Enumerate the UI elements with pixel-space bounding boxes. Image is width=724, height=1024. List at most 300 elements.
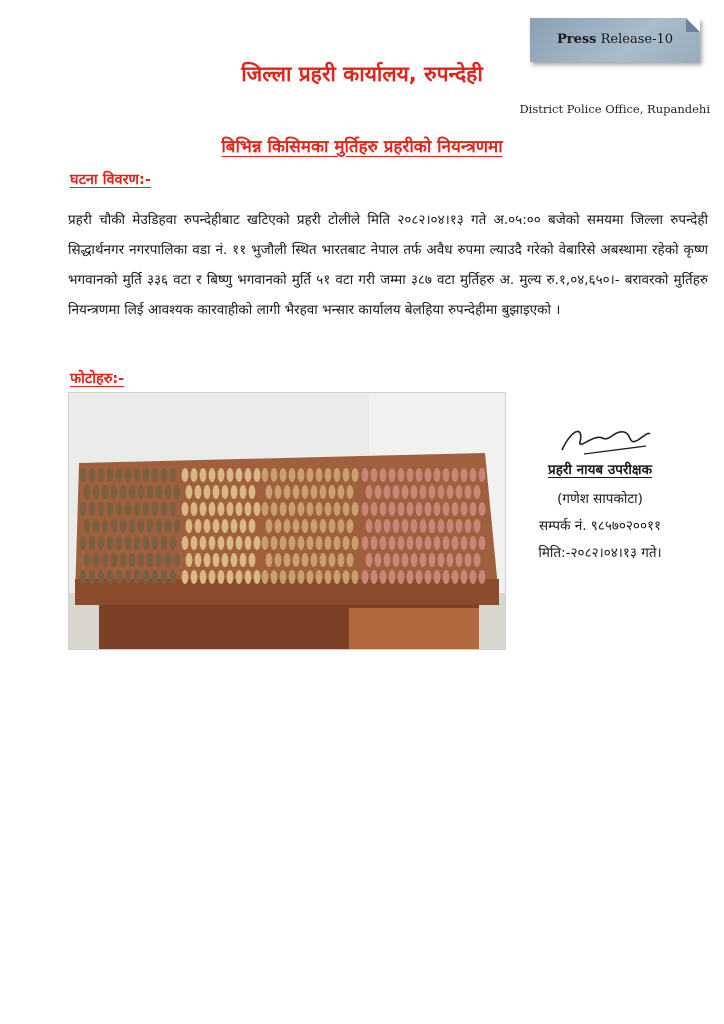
idol-figure (380, 502, 387, 516)
idol-figure (80, 468, 87, 482)
idol-figure (186, 485, 193, 499)
idol-figure (89, 536, 96, 550)
idol-figure (362, 468, 369, 482)
idol-figure (80, 536, 87, 550)
idol-figure (316, 502, 323, 516)
idol-figure (316, 468, 323, 482)
idol-figure (320, 519, 327, 533)
signature-mark (554, 420, 654, 460)
idol-figure (186, 553, 193, 567)
idol-figure (89, 468, 96, 482)
idol-figure (420, 519, 427, 533)
idol-figure (209, 468, 216, 482)
idol-figure (289, 570, 296, 584)
release-number: Release-10 (596, 32, 674, 47)
idol-figure (311, 485, 318, 499)
idol-figure (209, 570, 216, 584)
idol-figure (302, 519, 309, 533)
idol-figure (366, 519, 373, 533)
idol-figure (143, 536, 150, 550)
idol-figure (107, 468, 114, 482)
idol-figure (393, 519, 400, 533)
idol-figure (271, 536, 278, 550)
idol-figure (120, 519, 127, 533)
idol-figure (271, 468, 278, 482)
idol-figure (402, 519, 409, 533)
idol-figure (262, 468, 269, 482)
idol-figure (465, 553, 472, 567)
idol-figure (443, 502, 450, 516)
idol-figure (111, 519, 118, 533)
idol-figure (443, 570, 450, 584)
idol-figure (227, 570, 234, 584)
idol-figure (343, 536, 350, 550)
incident-text: प्रहरी चौकी मेउडिहवा रुपन्देहीबाट खटिएको प्रहरी टोलीले मिति २०८२।०४।१३ गते अ.०५:०० बजेको समयमा जिल्ला रुपन्देही सिद्धार्थनगर नगरपालिका वडा नं. ११ भुजौली स्थित भारतबाट नेपाल तर्फ अवैध रुपमा ल्याउदै गरेको वेबारिसे अबस्थामा रहेको कृष्ण भगवानको मुर्ति ३३६ वटा र बिष्णु भगवानको मुर्ति ५१ वटा गरी जम्मा ३८७ वटा मुर्तिहरु अ. मुल्य रु.१,०४,६५०।- बरावरको मुर्तिहरु नियन्त्रणमा लिई आवश्यक कारवाहीको लागी भैरहवा भन्सार कार्यालय बेलहिया रुपन्देहीमा बुझाइएको । (68, 212, 708, 318)
idol-figure (116, 468, 123, 482)
idol-figure (434, 468, 441, 482)
idol-figure (129, 485, 136, 499)
idol-figure (254, 536, 261, 550)
idol-figure (107, 570, 114, 584)
idol-figure (416, 536, 423, 550)
idol-figure (98, 536, 105, 550)
idol-figure (371, 536, 378, 550)
idol-figure (266, 519, 273, 533)
idol-figure (470, 502, 477, 516)
idol-figure (366, 553, 373, 567)
idol-figure (338, 485, 345, 499)
idol-figure (325, 536, 332, 550)
idol-figure (152, 468, 159, 482)
idol-figure (298, 570, 305, 584)
idol-figure (343, 468, 350, 482)
idol-figure (218, 570, 225, 584)
idol-figure (389, 536, 396, 550)
idol-figure (402, 553, 409, 567)
idol-figure (266, 485, 273, 499)
idol-figure (438, 519, 445, 533)
idol-figure (389, 570, 396, 584)
idol-figure (254, 570, 261, 584)
idol-figure (425, 536, 432, 550)
idol-figure (366, 485, 373, 499)
idol-figure (80, 502, 87, 516)
idol-figure (334, 570, 341, 584)
idol-figure (222, 519, 229, 533)
idol-figure (156, 519, 163, 533)
idol-figure (474, 519, 481, 533)
idol-figure (380, 570, 387, 584)
idol-figure (434, 536, 441, 550)
photos-label: फोटोहरु:- (70, 371, 125, 387)
idol-figure (352, 536, 359, 550)
idol-figure (461, 468, 468, 482)
idol-figure (271, 570, 278, 584)
idol-figure (334, 502, 341, 516)
idol-figure (434, 570, 441, 584)
idol-figure (204, 519, 211, 533)
idol-figure (245, 502, 252, 516)
idol-figure (416, 468, 423, 482)
idol-figure (420, 485, 427, 499)
idol-figure (389, 502, 396, 516)
idol-figure (107, 502, 114, 516)
idol-figure (93, 485, 100, 499)
idol-figure (325, 570, 332, 584)
idol-figure (93, 553, 100, 567)
idol-figure (143, 502, 150, 516)
idol-figure (125, 502, 132, 516)
idol-figure (407, 570, 414, 584)
idol-figure (347, 553, 354, 567)
idol-figure (371, 468, 378, 482)
idol-figure (84, 553, 91, 567)
idol-figure (338, 553, 345, 567)
idol-figure (116, 536, 123, 550)
idol-figure (425, 570, 432, 584)
idol-figure (284, 553, 291, 567)
idol-figure (375, 485, 382, 499)
idol-figure (120, 553, 127, 567)
idol-figure (147, 519, 154, 533)
signatory-title: प्रहरी नायब उपरीक्षक (548, 462, 652, 478)
idol-figure (429, 553, 436, 567)
idol-figure (161, 536, 168, 550)
idol-figure (338, 519, 345, 533)
idol-figure (456, 519, 463, 533)
idol-figure (84, 485, 91, 499)
idol-figure (195, 485, 202, 499)
idol-figure (371, 502, 378, 516)
idol-figure (334, 536, 341, 550)
idol-figure (152, 502, 159, 516)
idol-figure (307, 536, 314, 550)
signatory-contact: सम्पर्क नं. ९८५७०२००११ (538, 518, 662, 534)
idol-figure (200, 468, 207, 482)
idol-figure (98, 570, 105, 584)
idol-figure (461, 536, 468, 550)
idol-figure (125, 570, 132, 584)
idol-figure (262, 570, 269, 584)
idol-figure (352, 502, 359, 516)
press-word: Press (556, 32, 597, 47)
idol-figure (89, 502, 96, 516)
idol-figure (147, 485, 154, 499)
idol-figure (465, 485, 472, 499)
idol-figure (474, 485, 481, 499)
idol-figure (138, 485, 145, 499)
idol-figure (200, 536, 207, 550)
idol-figure (316, 570, 323, 584)
idol-figure (347, 519, 354, 533)
idol-figure (479, 536, 486, 550)
idol-figure (393, 553, 400, 567)
idol-figure (209, 536, 216, 550)
idol-figure (218, 502, 225, 516)
idol-figure (289, 502, 296, 516)
idol-figure (280, 502, 287, 516)
headline: बिभिन्न किसिमका मुर्तिहरु प्रहरीको नियन्त्रणमा (221, 137, 503, 157)
idol-figure (125, 536, 132, 550)
idol-figure (380, 468, 387, 482)
office-english-name: District Police Office, Rupandehi (519, 102, 710, 116)
idol-figure (134, 468, 141, 482)
idol-figure (156, 485, 163, 499)
idol-figure (204, 553, 211, 567)
press-release-label (530, 32, 700, 47)
idol-figure (447, 553, 454, 567)
idol-figure (307, 570, 314, 584)
idol-figure (470, 468, 477, 482)
idol-figure (284, 519, 291, 533)
idol-figure (249, 485, 256, 499)
idol-figure (479, 468, 486, 482)
idol-figure (470, 536, 477, 550)
idol-figure (170, 502, 177, 516)
idol-figure (129, 519, 136, 533)
idol-figure (191, 502, 198, 516)
idol-figure (443, 536, 450, 550)
idol-figure (456, 553, 463, 567)
idol-figure (307, 502, 314, 516)
idol-figure (375, 519, 382, 533)
idol-figure (425, 468, 432, 482)
idol-figure (402, 485, 409, 499)
idol-figure (311, 519, 318, 533)
idol-figure (289, 536, 296, 550)
idol-figure (411, 519, 418, 533)
idol-figure (280, 570, 287, 584)
idol-figure (380, 536, 387, 550)
idol-figure (343, 502, 350, 516)
idol-figure (107, 536, 114, 550)
idol-figure (347, 485, 354, 499)
idol-figure (174, 519, 181, 533)
idol-figure (416, 570, 423, 584)
idol-figure (120, 485, 127, 499)
idol-figure (218, 468, 225, 482)
idol-figure (307, 468, 314, 482)
idol-figure (227, 502, 234, 516)
idol-figure (245, 468, 252, 482)
idol-figure (429, 485, 436, 499)
idol-figure (200, 570, 207, 584)
idol-figure (371, 570, 378, 584)
idol-figure (352, 468, 359, 482)
idol-figure (249, 519, 256, 533)
idol-figure (182, 536, 189, 550)
idol-figure (143, 468, 150, 482)
idol-figure (222, 553, 229, 567)
idol-figure (389, 468, 396, 482)
idol-figure (398, 570, 405, 584)
idol-figure (240, 553, 247, 567)
idol-figure (245, 536, 252, 550)
idol-figure (236, 502, 243, 516)
idol-figure (384, 553, 391, 567)
idol-figure (182, 502, 189, 516)
idol-figure (329, 519, 336, 533)
idol-figure (434, 502, 441, 516)
idol-figure (334, 468, 341, 482)
idol-figure (152, 536, 159, 550)
idol-figure (298, 468, 305, 482)
idol-figure (111, 485, 118, 499)
idol-figure (191, 468, 198, 482)
idol-figure (425, 502, 432, 516)
idol-figure (161, 570, 168, 584)
idol-figure (231, 485, 238, 499)
idol-figure (102, 553, 109, 567)
idol-figure (293, 553, 300, 567)
idol-figure (89, 570, 96, 584)
idol-figure (161, 468, 168, 482)
idol-figure (407, 536, 414, 550)
idol-figure (452, 570, 459, 584)
idol-figure (102, 519, 109, 533)
idol-figure (393, 485, 400, 499)
idol-figure (420, 553, 427, 567)
idol-figure (165, 519, 172, 533)
idol-figure (325, 468, 332, 482)
idol-figure (236, 570, 243, 584)
idol-figure (343, 570, 350, 584)
idol-figure (170, 570, 177, 584)
idol-figure (213, 553, 220, 567)
idol-figure (165, 553, 172, 567)
idol-figure (170, 468, 177, 482)
idol-figure (320, 553, 327, 567)
idol-figure (245, 570, 252, 584)
idol-figure (284, 485, 291, 499)
idol-figure (262, 536, 269, 550)
idol-figure (240, 485, 247, 499)
idol-figure (129, 553, 136, 567)
idol-figure (249, 553, 256, 567)
idol-figure (161, 502, 168, 516)
idol-figure (452, 468, 459, 482)
idol-figure (116, 502, 123, 516)
idol-figure (411, 485, 418, 499)
idol-figure (165, 485, 172, 499)
idol-figure (438, 485, 445, 499)
idol-figure (134, 570, 141, 584)
idol-figure (452, 502, 459, 516)
idol-figure (213, 485, 220, 499)
idol-figure (293, 519, 300, 533)
idol-figure (275, 485, 282, 499)
idol-figure (280, 536, 287, 550)
idol-figure (152, 570, 159, 584)
idol-figure (470, 570, 477, 584)
idol-figure (447, 485, 454, 499)
idol-figure (200, 502, 207, 516)
idol-figure (362, 536, 369, 550)
idol-figure (93, 519, 100, 533)
idol-figure (227, 468, 234, 482)
idol-figure (456, 485, 463, 499)
idol-figure (271, 502, 278, 516)
idol-figure (398, 502, 405, 516)
signatory-name: (गणेश सापकोटा) (557, 491, 643, 507)
idol-figure (156, 553, 163, 567)
idol-figure (275, 519, 282, 533)
idol-figure (352, 570, 359, 584)
idol-figure (375, 553, 382, 567)
idol-figure (362, 570, 369, 584)
idol-figure (134, 536, 141, 550)
idol-figure (236, 536, 243, 550)
idol-figure (213, 519, 220, 533)
idol-figure (236, 468, 243, 482)
idol-figure (429, 519, 436, 533)
idol-figure (461, 570, 468, 584)
idol-figure (195, 553, 202, 567)
idol-figure (125, 468, 132, 482)
idol-figure (111, 553, 118, 567)
idol-figure (98, 502, 105, 516)
idol-figure (231, 553, 238, 567)
press-release-tag (530, 18, 700, 62)
idol-figure (174, 553, 181, 567)
idol-figure (204, 485, 211, 499)
idol-figure (191, 570, 198, 584)
idol-figure (479, 570, 486, 584)
idol-figure (227, 536, 234, 550)
seized-idols-photo (68, 392, 506, 650)
idol-figure (138, 553, 145, 567)
idol-figure (407, 502, 414, 516)
idol-figure (438, 553, 445, 567)
idol-figure (362, 502, 369, 516)
idol-figure (138, 519, 145, 533)
office-title: जिल्ला प्रहरी कार्यालय, रुपन्देही (241, 62, 483, 86)
idol-figure (329, 485, 336, 499)
idol-figure (384, 485, 391, 499)
idol-figure (416, 502, 423, 516)
idol-figure (186, 519, 193, 533)
idol-figure (98, 468, 105, 482)
idol-figure (320, 485, 327, 499)
idol-figure (302, 553, 309, 567)
idol-figure (447, 519, 454, 533)
idol-figure (311, 553, 318, 567)
idol-figure (302, 485, 309, 499)
idol-figure (143, 570, 150, 584)
idol-figure (209, 502, 216, 516)
idol-figure (398, 536, 405, 550)
idol-figure (170, 536, 177, 550)
idol-figure (465, 519, 472, 533)
idol-figure (182, 468, 189, 482)
idol-figure (293, 485, 300, 499)
idol-figure (289, 468, 296, 482)
idol-figure (174, 485, 181, 499)
idol-figure (222, 485, 229, 499)
signature-date: मिति:-२०८२।०४।१३ गते। (538, 545, 662, 561)
idol-figure (398, 468, 405, 482)
idol-figure (443, 468, 450, 482)
idol-figure (316, 536, 323, 550)
idol-figure (280, 468, 287, 482)
idol-figure (266, 553, 273, 567)
incident-label: घटना विवरण:- (70, 172, 151, 188)
idol-figure (298, 502, 305, 516)
idol-figure (80, 570, 87, 584)
idol-figure (84, 519, 91, 533)
idol-figure (182, 570, 189, 584)
idol-figure (384, 519, 391, 533)
